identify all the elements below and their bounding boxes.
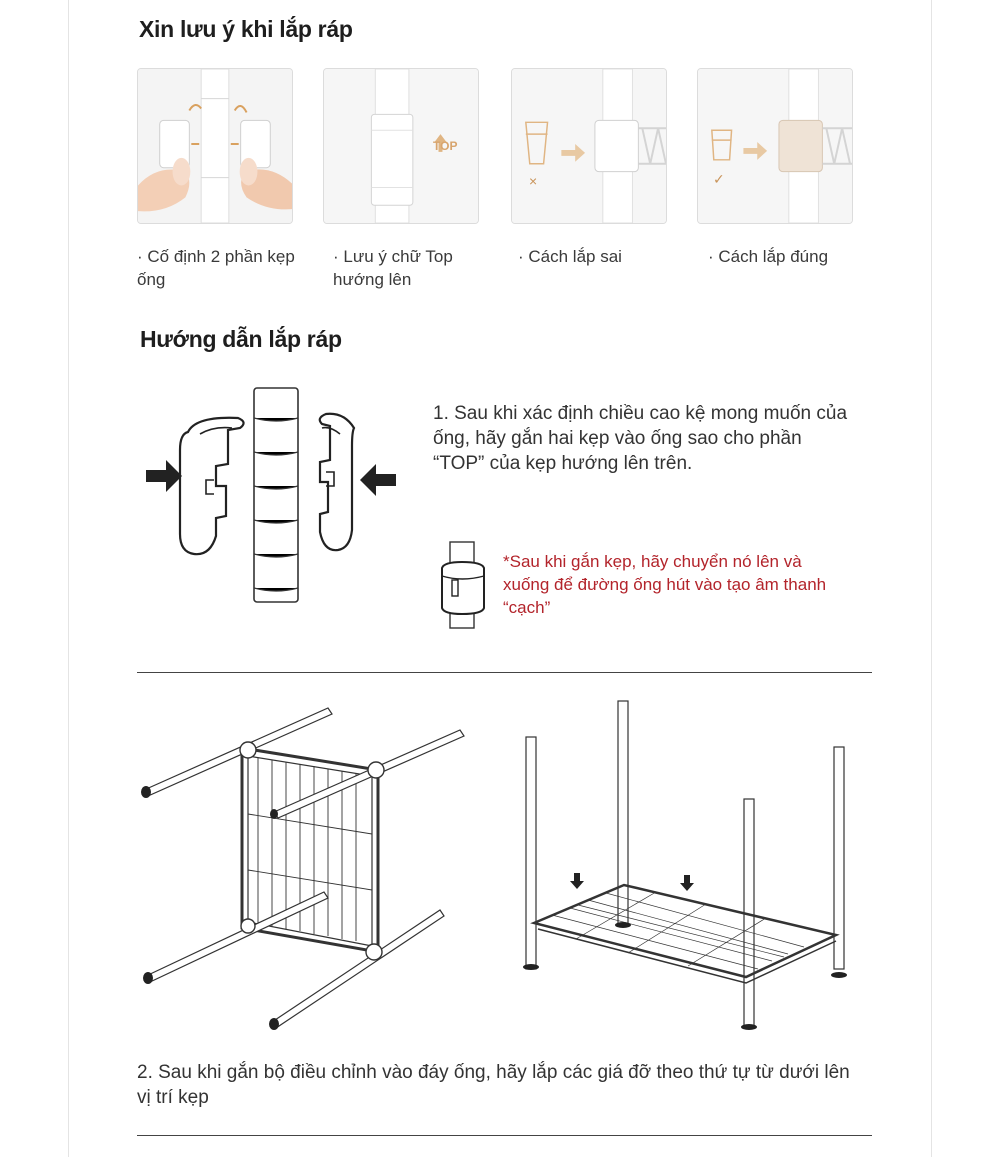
caption-wrong-way: · Cách lắp sai <box>518 247 622 266</box>
correct-mark-icon: ✓ <box>713 171 725 187</box>
step1-text: 1. Sau khi xác định chiều cao kệ mong muốn của ống, hãy gắn hai kẹp vào ống sao cho phần “TOP” của kẹp hướng lên trên. <box>433 403 848 474</box>
guide-section-title: Hướng dẫn lắp ráp <box>140 326 342 352</box>
wrong-way-illustration <box>512 69 666 223</box>
caption-correct-way: · Cách lắp đúng <box>708 247 829 266</box>
shelf-frame-illustration <box>138 700 473 1030</box>
shelf-poles-illustration <box>516 695 856 1035</box>
thumb-wrong-way <box>511 68 667 224</box>
step1-note: *Sau khi gắn kẹp, hãy chuyển nó lên và xuống để đường ống hút vào tạo âm thanh “cạch” <box>503 552 827 617</box>
clip-attach-illustration <box>138 384 403 604</box>
step2-text: 2. Sau khi gắn bộ điều chỉnh vào đáy ống, hãy lắp các giá đỡ theo thứ tự từ dưới lên vị trí kẹp <box>137 1062 850 1108</box>
divider-top <box>137 672 872 673</box>
down-arrow-icon <box>680 875 694 891</box>
push-left-arrow-icon <box>360 464 396 496</box>
down-arrow-icon <box>570 873 584 889</box>
top-label: TOP <box>433 139 458 153</box>
caption-top-marking: · Lưu ý chữ Top hướng lên <box>333 247 453 289</box>
wrong-mark-icon: × <box>529 173 538 189</box>
thumb-correct-way <box>697 68 853 224</box>
notes-section-title: Xin lưu ý khi lắp ráp <box>139 16 353 42</box>
push-right-arrow-icon <box>146 460 182 492</box>
clip-click-illustration <box>438 540 488 630</box>
fix-clips-illustration <box>138 69 292 223</box>
divider-bottom <box>137 1135 872 1136</box>
thumb-top-marking <box>323 68 479 224</box>
caption-fix-clips: · Cố định 2 phần kẹp ống <box>137 247 295 289</box>
correct-way-illustration <box>698 69 852 223</box>
thumb-fix-clips <box>137 68 293 224</box>
